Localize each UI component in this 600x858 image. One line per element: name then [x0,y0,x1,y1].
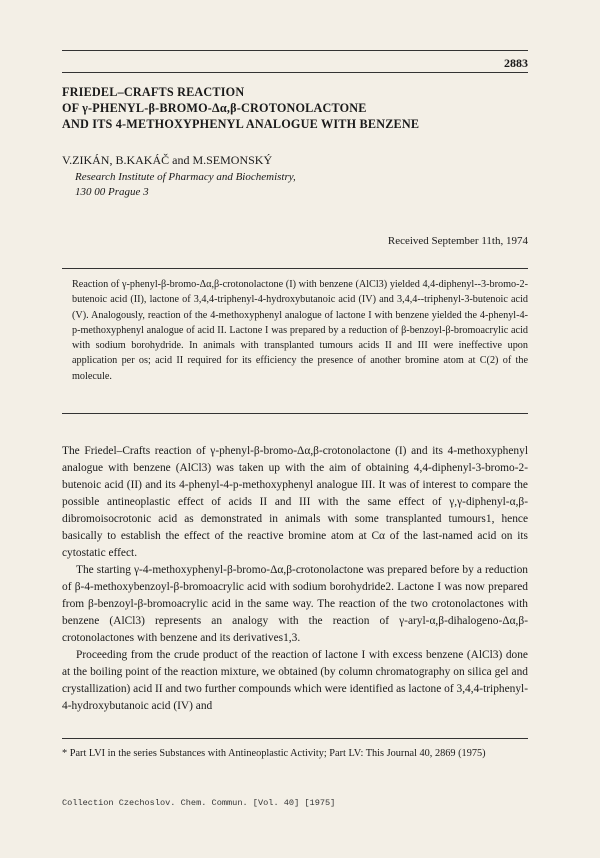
paragraph-2: The starting γ-4-methoxyphenyl-β-bromo-Δα,β-crotonolactone was prepared before by a reduction of β-4-methoxybenzoyl-β-bromoacrylic acid with sodium borohydride2. Lactone I was now prepared from β-benzoyl-β-bromoacrylic acid in the same way. The reaction of the two crotonolactones with benzene (AlCl3) represents an analogy with the reaction of γ-aryl-α,β-dihalogeno-Δα,β-crotonolactones with benzene and its derivatives1,3. [62,564,528,644]
top-rule [62,50,528,51]
footnote: * Part LVI in the series Substances with Antineoplastic Activity; Part LV: This Journal 40, 2869 (1975) [62,748,486,759]
title-line-1: FRIEDEL–CRAFTS REACTION [62,85,245,99]
affiliation [75,170,296,200]
abstract-top-rule [62,268,528,269]
received-date: Received September 11th, 1974 [387,235,528,247]
affiliation-line-2: 130 00 Prague 3 [75,186,149,198]
paragraph-3: Proceeding from the crude product of the reaction of lactone I with excess benzene (AlCl3) done at the boiling point of the reaction mixture, we obtained (by column chromatography on silica gel and crystallization) acid II and two further compounds which were identified as lactone of 3,4,4-triphenyl-4-hydroxybutanoic acid (IV) and [62,649,528,712]
header-rule [62,72,528,73]
title-line-2: OF γ-PHENYL-β-BROMO-Δα,β-CROTONOLACTONE [62,101,367,115]
article-title [62,84,542,132]
body-text [62,443,528,715]
page-number: 2883 [504,56,528,70]
journal-footer: Collection Czechoslov. Chem. Commun. [Vol. 40] [1975] [62,798,336,808]
paragraph-1: The Friedel–Crafts reaction of γ-phenyl-β-bromo-Δα,β-crotonolactone (I) and its 4-methoxyphenyl analogue with benzene (AlCl3) was taken up with the aim of obtaining 4,4-diphenyl-3-bromo-2-butenoic acid (II) and its 4-phenyl-4-p-methoxyphenyl analogue III. It was of interest to compare the possible antineoplastic effect of acids II and III with the same effect of γ,γ-diphenyl-α,β-dibromoisocrotonic acid as demonstrated in animals with some transplanted tumours1, hence basically to establish the effect of the reactive bromine atom at Cα of the last-named acid on its cytostatic effect. [62,445,528,559]
title-line-3: AND ITS 4-METHOXYPHENYL ANALOGUE WITH BENZENE [62,117,420,131]
authors: V.ZIKÁN, B.KAKÁČ and M.SEMONSKÝ [62,153,273,167]
abstract: Reaction of γ-phenyl-β-bromo-Δα,β-crotonolactone (I) with benzene (AlCl3) yielded 4,4-diphenyl--3-bromo-2-butenoic acid (II), lactone of 3,4,4-triphenyl-4-hydroxybutanoic acid (IV) and 3,4,4--triphenyl-3-butenoic acid (V). Analogously, reaction of the 4-methoxyphenyl analogue of lactone I with benzene yielded the 4-phenyl-4-p-methoxyphenyl analogue of acid II. Lactone I was prepared by a reduction of β-benzoyl-β-bromoacrylic acid with sodium borohydride. In animals with transplanted tumours acids II and III were ineffective upon application per os; acid II required for its efficiency the presence of another bromine atom at C(2) of the molecule. [72,279,528,382]
footnote-rule [62,738,528,739]
affiliation-line-1: Research Institute of Pharmacy and Biochemistry, [75,171,296,183]
abstract-bottom-rule [62,413,528,414]
